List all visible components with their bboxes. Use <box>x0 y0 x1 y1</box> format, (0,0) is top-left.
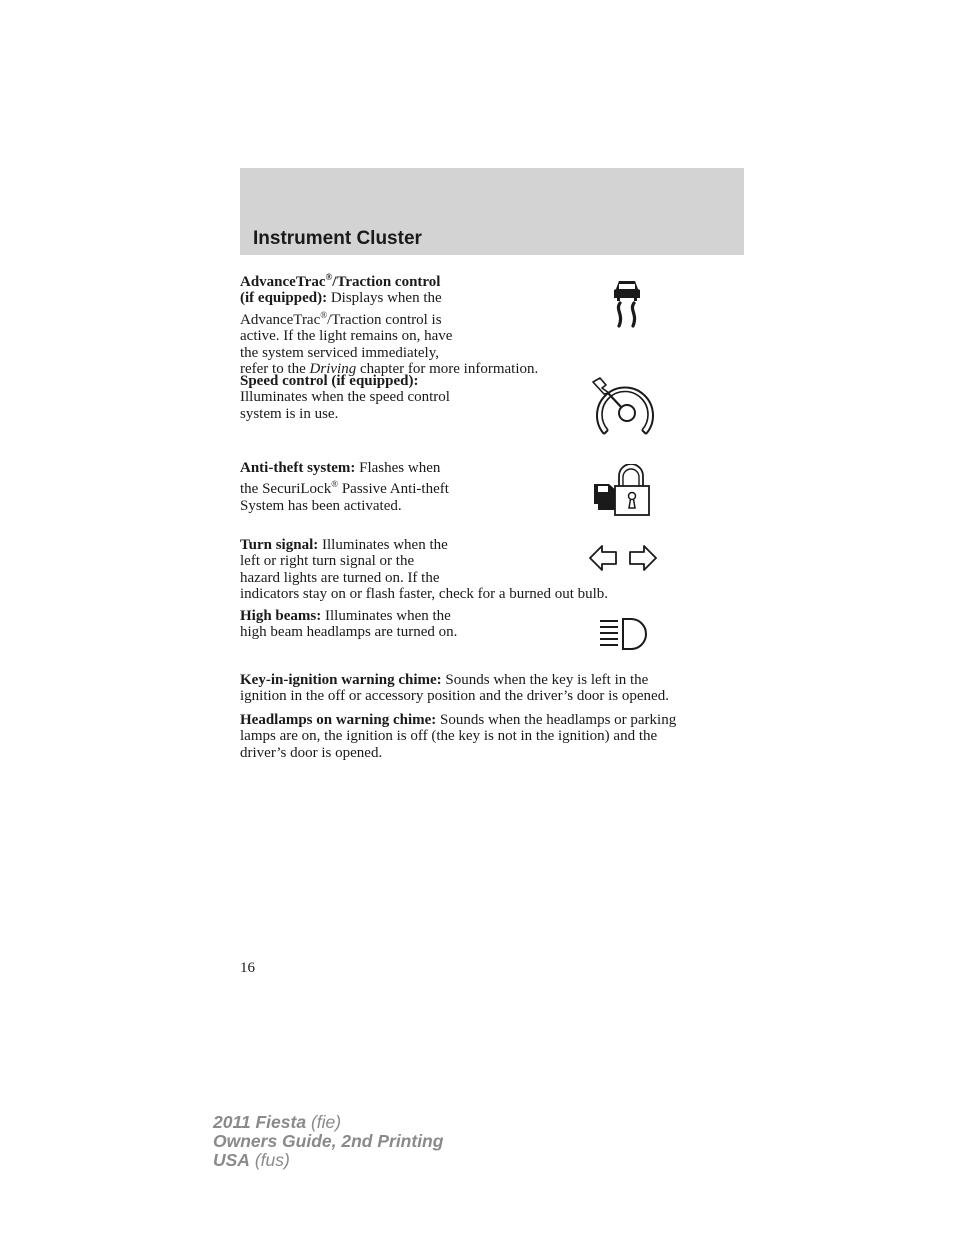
key-in-ignition-paragraph: Key-in-ignition warning chime: Sounds when the key is left in the ignition in the off or accessory position and the driver’s door is opened. <box>240 672 669 705</box>
advancetrac-paragraph: AdvanceTrac®/Traction control (if equipped): Displays when the AdvanceTrac®/Traction control is active. If the light remains on, have the system serviced immediately, refer to the Driving chapter for more information. <box>240 272 539 378</box>
traction-control-icon <box>610 278 644 330</box>
page-number: 16 <box>240 960 255 976</box>
high-beam-icon <box>598 617 650 651</box>
headlamps-on-paragraph: Headlamps on warning chime: Sounds when the headlamps or parking lamps are on, the ignition is off (the key is not in the ignition) and the driver’s door is opened. <box>240 712 677 761</box>
turn-signal-paragraph: Turn signal: Illuminates when the left or right turn signal or the hazard lights are turned on. If the indicators stay on or flash faster, check for a burned out bulb. <box>240 537 609 603</box>
speed-control-icon <box>590 376 662 440</box>
footer: 2011 Fiesta (fie) Owners Guide, 2nd Printing USA (fus) <box>213 1112 444 1170</box>
turn-signal-icon <box>588 543 658 573</box>
anti-theft-paragraph: Anti-theft system: Flashes when the SecuriLock® Passive Anti-theft System has been activated. <box>240 460 449 514</box>
speed-control-paragraph: Speed control (if equipped): Illuminates when the speed control system is in use. <box>240 373 450 422</box>
section-title: Instrument Cluster <box>253 228 422 249</box>
high-beams-paragraph: High beams: Illuminates when the high beam headlamps are turned on. <box>240 608 458 641</box>
anti-theft-icon <box>592 464 652 518</box>
